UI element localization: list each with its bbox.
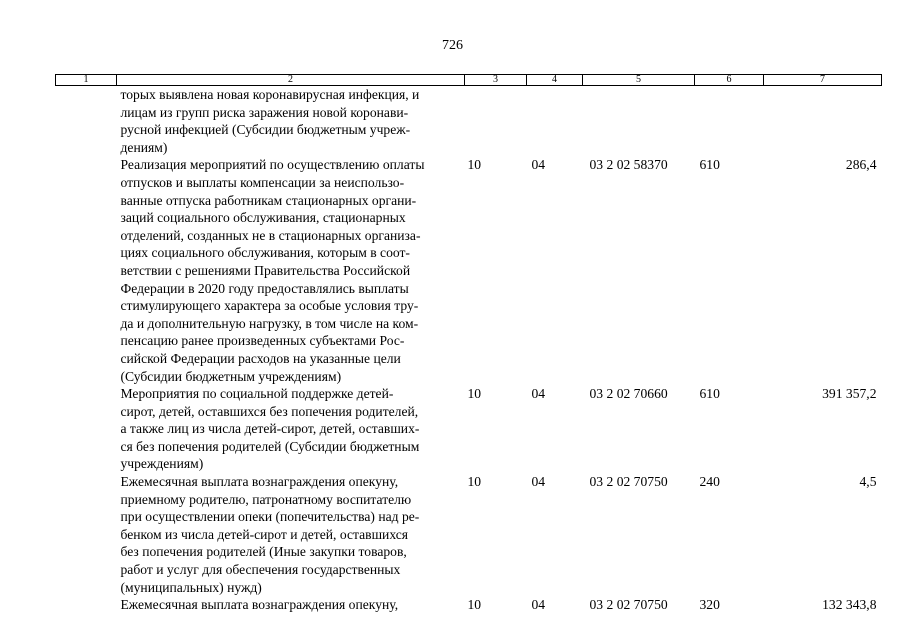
row-amount: 391 357,2 bbox=[822, 386, 877, 402]
row-expense-type: 610 bbox=[699, 386, 720, 402]
page-number: 726 bbox=[442, 38, 463, 53]
row-amount: 4,5 bbox=[859, 474, 877, 490]
row-section: 10 bbox=[467, 386, 482, 402]
table-row bbox=[56, 86, 882, 157]
table-row bbox=[56, 156, 882, 385]
row-section: 10 bbox=[467, 597, 482, 613]
row-description: Реализация мероприятий по осуществлению оплаты отпусков и выплаты компенсации за неиспользо- ванные отпуска работникам стационарных органи- заций социального обслуживания, стационарных отделений, созданных не в стационарных организа- циях социального обслуживания, которым в соот- ветствии с решениями Правительства Российской Федерации в 2020 году предоставлялись выплаты стимулирующего характера за особые условия тру- да и дополнительную нагрузку, в том числе на ком- пенсацию ранее произведенных субъектами Рос- сийской Федерации расходов на указанные цели (Субсидии бюджетным учреждениям) bbox=[120, 157, 425, 384]
column-header-3: 3 bbox=[465, 75, 527, 86]
row-description: торых выявлена новая коронавирусная инфекция, и лицам из групп риска заражения новой коронави- русной инфекцией (Субсидии бюджетным учреж- дениям) bbox=[120, 87, 420, 155]
row-section bbox=[465, 86, 527, 157]
empty-cell bbox=[56, 473, 117, 596]
row-target-article: 03 2 02 70750 bbox=[589, 474, 668, 490]
row-expense-type: 320 bbox=[699, 597, 720, 613]
table-row bbox=[56, 596, 882, 614]
row-description: Мероприятия по социальной поддержке детей- сирот, детей, оставшихся без попечения родителей, а также лиц из числа детей-сирот, детей, оставших- ся без попечения родителей (Субсидии бюджетным учреждениям) bbox=[120, 386, 420, 472]
empty-cell bbox=[56, 86, 117, 157]
row-expense-type bbox=[695, 86, 764, 157]
row-subsection: 04 bbox=[531, 386, 546, 402]
column-header-6: 6 bbox=[695, 75, 764, 86]
empty-cell bbox=[56, 385, 117, 473]
budget-table bbox=[55, 74, 882, 614]
row-subsection: 04 bbox=[531, 157, 546, 173]
row-section: 10 bbox=[467, 157, 482, 173]
row-target-article: 03 2 02 70660 bbox=[589, 386, 668, 402]
row-amount bbox=[764, 86, 882, 157]
column-header-5: 5 bbox=[583, 75, 695, 86]
row-expense-type: 240 bbox=[699, 474, 720, 490]
table-row bbox=[56, 473, 882, 596]
table-row bbox=[56, 385, 882, 473]
empty-cell bbox=[56, 596, 117, 614]
row-description: Ежемесячная выплата вознаграждения опекуну, bbox=[120, 597, 399, 613]
row-section: 10 bbox=[467, 474, 482, 490]
row-amount: 286,4 bbox=[845, 157, 877, 173]
column-header-7: 7 bbox=[764, 75, 882, 86]
column-number-header-row bbox=[56, 75, 882, 86]
row-target-article: 03 2 02 70750 bbox=[589, 597, 668, 613]
row-target-article bbox=[583, 86, 695, 157]
empty-cell bbox=[56, 156, 117, 385]
row-target-article: 03 2 02 58370 bbox=[589, 157, 668, 173]
row-expense-type: 610 bbox=[699, 157, 720, 173]
row-subsection: 04 bbox=[531, 474, 546, 490]
row-description: Ежемесячная выплата вознаграждения опекуну, приемному родителю, патронатному воспитателю при осуществлении опеки (попечительства) над ре- бенком из числа детей-сирот и детей, оставшихся без попечения родителей (Иные закупки товаров, работ и услуг для обеспечения государственных (муниципальных) нужд) bbox=[120, 474, 420, 595]
column-header-2: 2 bbox=[117, 75, 465, 86]
row-subsection: 04 bbox=[531, 597, 546, 613]
column-header-1: 1 bbox=[56, 75, 117, 86]
column-header-4: 4 bbox=[527, 75, 583, 86]
row-amount: 132 343,8 bbox=[822, 597, 877, 613]
row-subsection bbox=[527, 86, 583, 157]
